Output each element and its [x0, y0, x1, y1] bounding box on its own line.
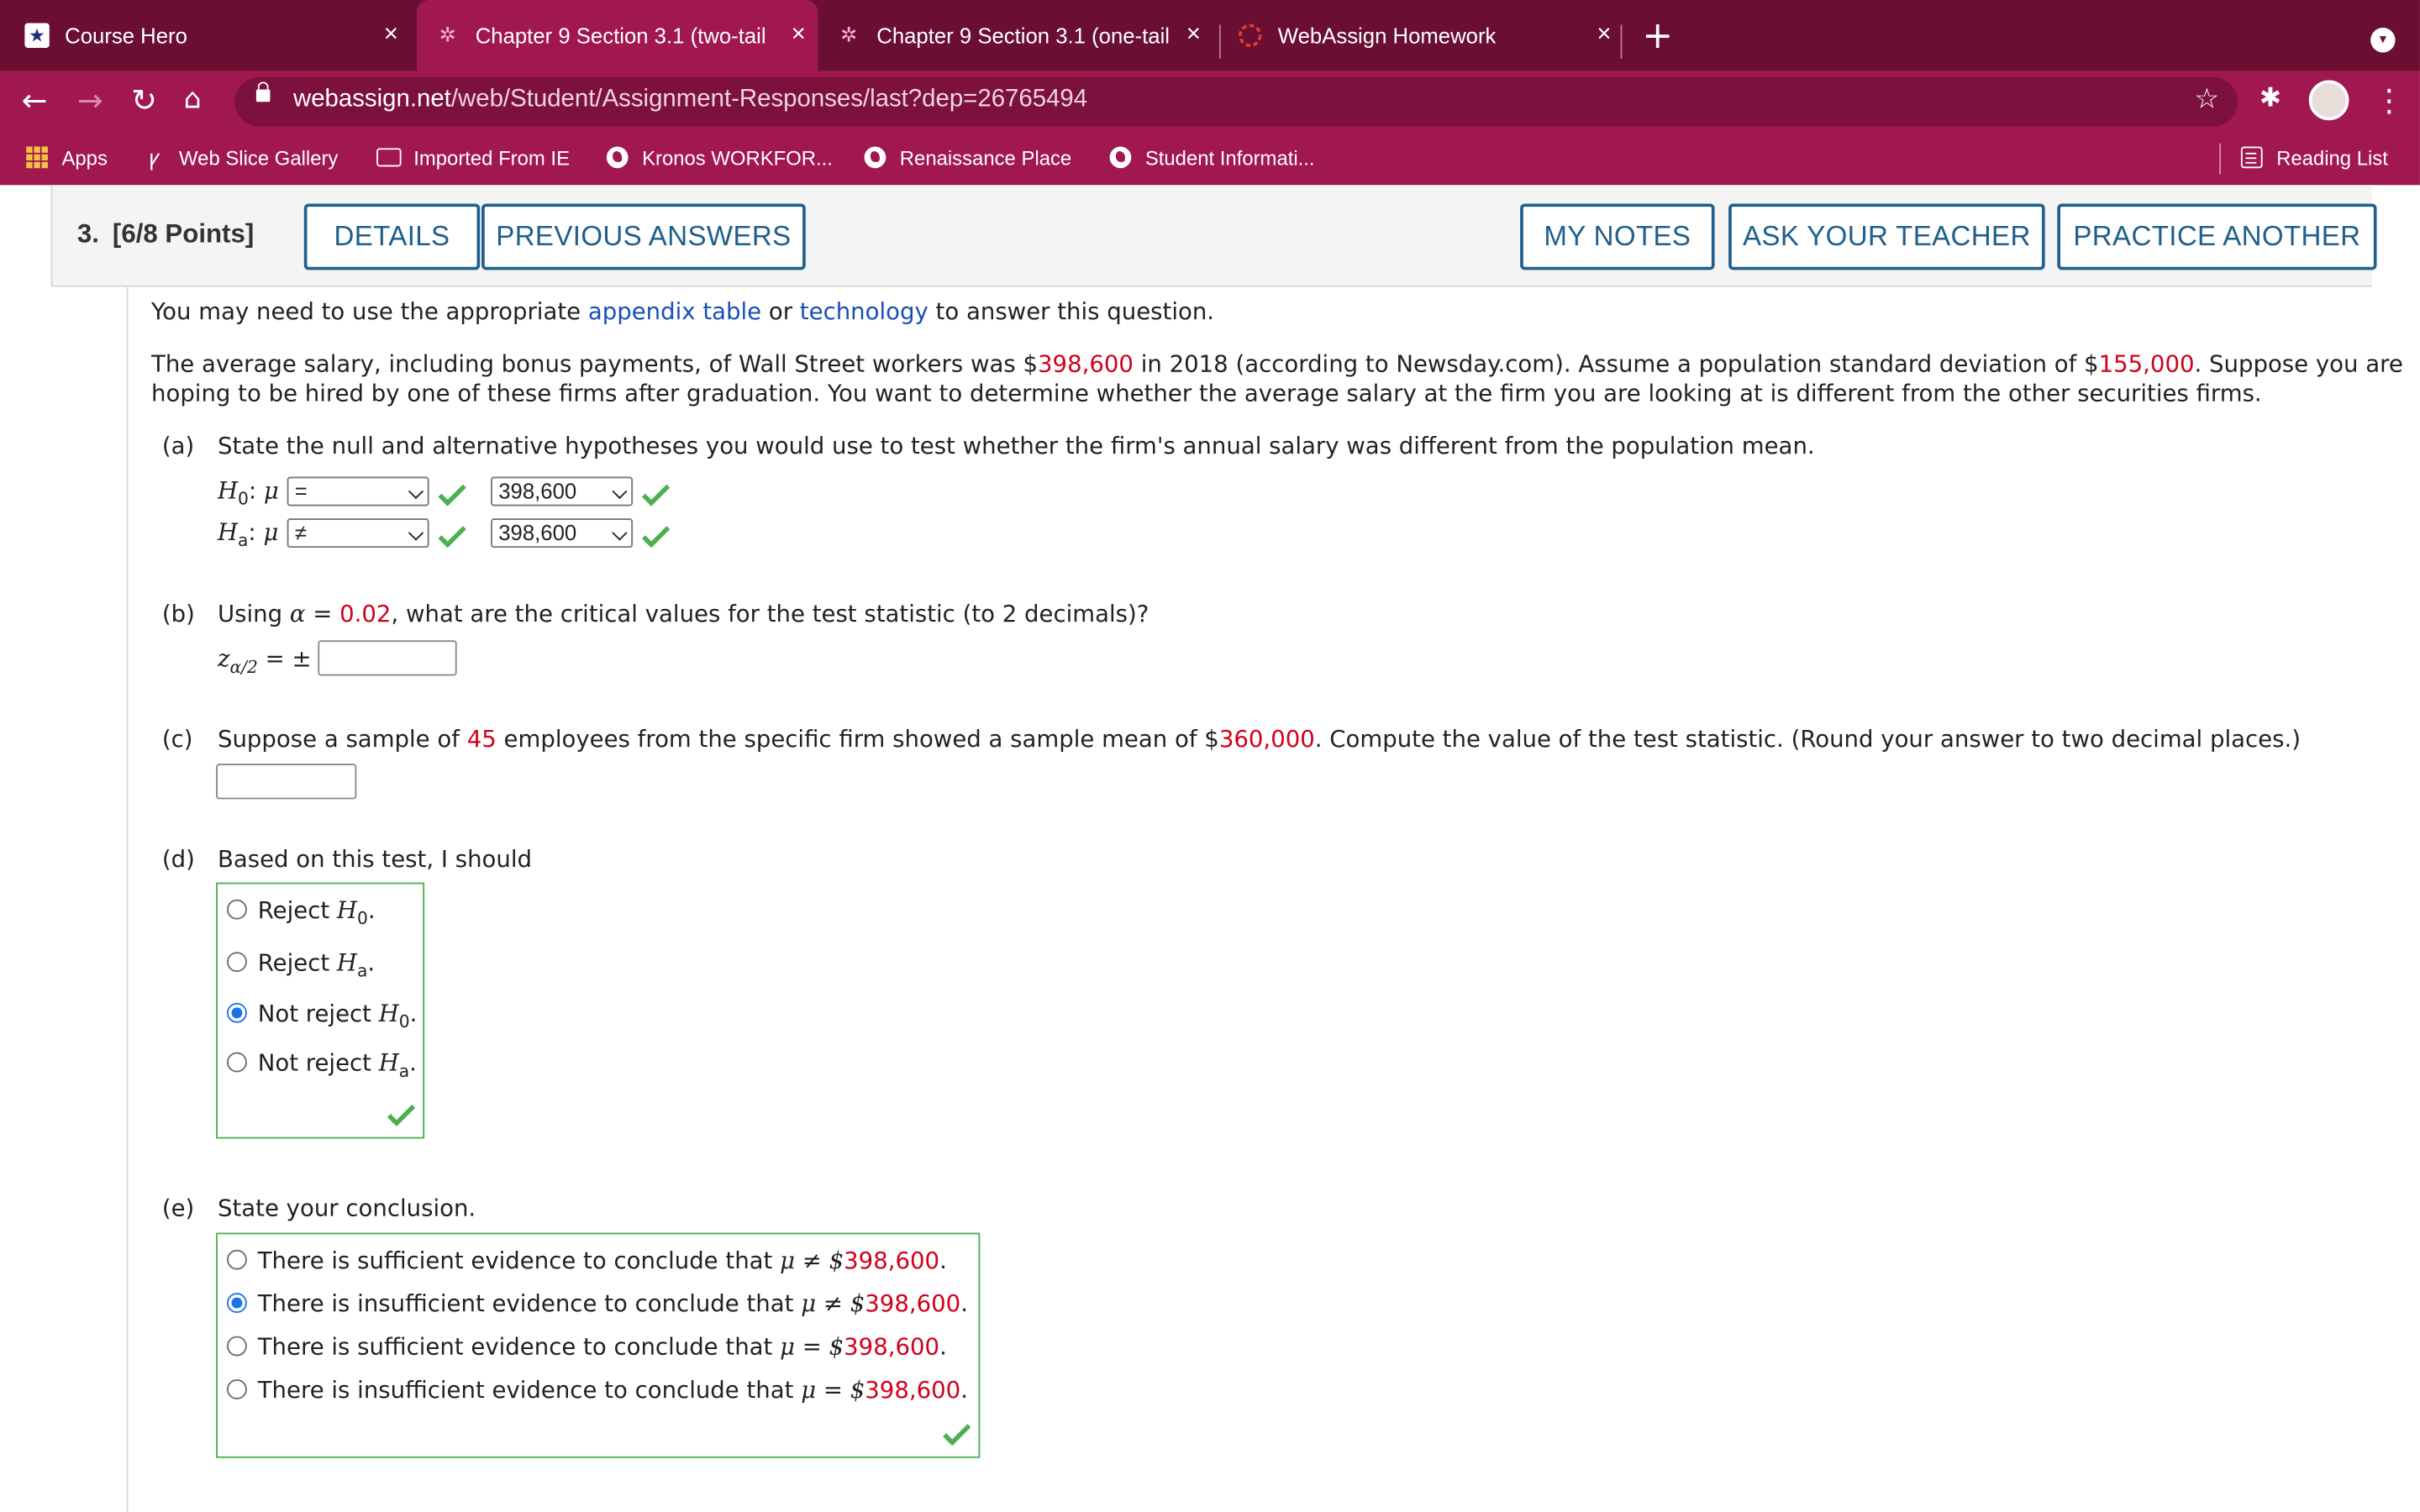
- globe-icon: [605, 145, 629, 170]
- back-arrow-icon[interactable]: ←: [21, 81, 48, 119]
- option-label: Reject $H_0$.: [257, 896, 376, 929]
- h0-label: $H_0$: μ: [217, 476, 279, 510]
- folder-icon: [376, 145, 401, 170]
- bookmarks-bar: [0, 133, 2420, 185]
- tab-chapter9-two-tail[interactable]: ✲ Chapter 9 Section 3.1 (two-tail ×: [417, 0, 818, 71]
- extensions-puzzle-icon[interactable]: ✱: [2259, 83, 2282, 114]
- appendix-table-link[interactable]: appendix table: [587, 297, 762, 326]
- address-bar[interactable]: [234, 77, 2238, 127]
- z-alpha-half-label: $z_{\alpha/2}$ = ±: [217, 644, 312, 678]
- close-tab-icon[interactable]: ×: [383, 21, 398, 48]
- part-b-prompt: Using α = 0.02, what are the critical values for the test statistic (to 2 decimals)?: [217, 600, 1150, 628]
- tab-chapter9-one-tail[interactable]: ✲ Chapter 9 Section 3.1 (one-tail ×: [836, 0, 1213, 71]
- ha-label: $H_a$: μ: [217, 518, 279, 551]
- technology-link[interactable]: technology: [799, 297, 929, 326]
- part-e-label: (e): [161, 1194, 195, 1222]
- option-label: There is insufficient evidence to conclude that μ ≠ $398,600.: [257, 1289, 968, 1318]
- url-text[interactable]: webassign.net/web/Student/Assignment-Responses/last?dep=26765494: [292, 86, 1088, 113]
- new-tab-button[interactable]: +: [1642, 13, 1674, 57]
- part-c-label: (c): [161, 725, 193, 753]
- menu-dots-icon[interactable]: ⋮: [2373, 81, 2405, 119]
- lock-icon: [256, 90, 271, 102]
- correct-check-icon: [642, 526, 670, 548]
- close-tab-icon[interactable]: ×: [1597, 21, 1612, 48]
- home-icon[interactable]: ⌂: [183, 83, 202, 116]
- apps-grid-icon: [24, 145, 49, 170]
- part-d-prompt: Based on this test, I should: [217, 845, 533, 874]
- option-label: There is sufficient evidence to conclude that μ ≠ $398,600.: [257, 1247, 947, 1275]
- tab-favicon-icon: ✲: [840, 23, 858, 47]
- content-left-border: [127, 286, 129, 1512]
- bookmarks-separator: [2219, 144, 2221, 175]
- browser-toolbar: [0, 71, 2420, 132]
- previous-answers-button[interactable]: PREVIOUS ANSWERS: [481, 203, 806, 270]
- bookmark-renaissance-place[interactable]: Renaissance Place: [863, 145, 1071, 170]
- close-tab-icon[interactable]: ×: [791, 21, 806, 48]
- option-label: There is sufficient evidence to conclude that μ = $398,600.: [257, 1332, 947, 1361]
- correct-check-icon: [439, 485, 466, 507]
- correct-check-icon: [439, 526, 466, 548]
- details-button[interactable]: DETAILS: [304, 203, 480, 270]
- bookmark-star-icon[interactable]: ☆: [2194, 83, 2220, 116]
- tab-course-hero[interactable]: ★ Course Hero ×: [24, 0, 410, 71]
- part-e-radio-group: [216, 1233, 980, 1458]
- part-e-prompt: State your conclusion.: [217, 1194, 476, 1222]
- part-c-prompt: Suppose a sample of 45 employees from the specific firm showed a sample mean of $360,000. Compute the value of the test statistic. (Round your answer to two decimal places.): [217, 725, 2301, 753]
- web-slice-icon: ꝩ: [148, 144, 160, 170]
- globe-icon: [863, 145, 887, 170]
- forward-arrow-icon[interactable]: →: [76, 81, 103, 119]
- correct-check-icon: [387, 1105, 415, 1126]
- option-label: There is insufficient evidence to conclude that μ = $398,600.: [257, 1376, 968, 1404]
- my-notes-button[interactable]: MY NOTES: [1520, 203, 1714, 270]
- ha-operator-select[interactable]: ≠: [287, 518, 429, 548]
- reading-list-icon: [2239, 145, 2264, 170]
- option-label: Reject $H_a$.: [257, 948, 376, 982]
- critical-value-input[interactable]: [318, 640, 456, 675]
- tab-strip: [0, 0, 2420, 71]
- option-label: Not reject $H_a$.: [257, 1048, 417, 1082]
- question-number: 3. [6/8 Points]: [76, 218, 255, 249]
- part-a-prompt: State the null and alternative hypotheses you would use to test whether the firm's annual salary was different from the population mean.: [217, 432, 1815, 460]
- option-label: Not reject $H_0$.: [257, 1000, 418, 1032]
- practice-another-button[interactable]: PRACTICE ANOTHER: [2057, 203, 2376, 270]
- webassign-page: [0, 185, 2420, 1512]
- star-icon: ★: [24, 24, 49, 48]
- reload-icon[interactable]: ↻: [131, 81, 157, 119]
- test-statistic-input[interactable]: [216, 764, 356, 799]
- tab-favicon-icon: ✲: [439, 23, 456, 47]
- ha-value-select[interactable]: 398,600: [491, 518, 633, 548]
- question-stem-line2: hoping to be hired by one of these firms after graduation. You want to determine whether the average salary at the firm you are looking at is different from the other securities firms.: [150, 379, 2262, 407]
- avatar[interactable]: [2309, 81, 2349, 121]
- question-stem-line1: The average salary, including bonus payments, of Wall Street workers was $398,600 in 2018 (according to Newsday.com). Assume a population standard deviation of $155,000. Suppose you are: [150, 349, 2403, 378]
- bookmark-web-slice-gallery[interactable]: ꝩ Web Slice Gallery: [142, 145, 338, 170]
- reading-list-button[interactable]: Reading List: [2239, 145, 2388, 170]
- intro-text: You may need to use the appropriate appendix table or technology to answer this question.: [150, 297, 1215, 326]
- globe-icon: [1108, 145, 1133, 170]
- tab-separator: [1621, 24, 1623, 58]
- part-b-label: (b): [161, 600, 195, 628]
- tab-separator: [1219, 24, 1221, 58]
- part-a-label: (a): [161, 432, 195, 460]
- radio-conclusion-option[interactable]: [227, 1379, 247, 1399]
- question-header: [51, 185, 2372, 286]
- radio-reject-h0[interactable]: [227, 900, 247, 920]
- radio-conclusion-option-selected[interactable]: [227, 1293, 247, 1313]
- radio-not-reject-ha[interactable]: [227, 1053, 247, 1073]
- part-d-radio-group: [216, 883, 424, 1139]
- tab-search-icon[interactable]: ▾: [2370, 28, 2395, 52]
- radio-conclusion-option[interactable]: [227, 1250, 247, 1270]
- ask-your-teacher-button[interactable]: ASK YOUR TEACHER: [1728, 203, 2045, 270]
- h0-operator-select[interactable]: =: [287, 477, 429, 507]
- webassign-icon: [1238, 24, 1262, 48]
- bookmark-imported-from-ie[interactable]: Imported From IE: [376, 145, 570, 170]
- h0-value-select[interactable]: 398,600: [491, 477, 633, 507]
- radio-conclusion-option[interactable]: [227, 1336, 247, 1357]
- close-tab-icon[interactable]: ×: [1186, 21, 1201, 48]
- part-d-label: (d): [161, 845, 195, 874]
- correct-check-icon: [642, 485, 670, 507]
- bookmark-apps[interactable]: Apps: [24, 145, 108, 170]
- tab-webassign-homework[interactable]: WebAssign Homework ×: [1238, 0, 1623, 71]
- bookmark-student-information[interactable]: Student Informati...: [1108, 145, 1315, 170]
- radio-reject-ha[interactable]: [227, 952, 247, 972]
- radio-not-reject-h0[interactable]: [227, 1003, 247, 1023]
- correct-check-icon: [943, 1424, 971, 1446]
- bookmark-kronos[interactable]: Kronos WORKFOR...: [605, 145, 833, 170]
